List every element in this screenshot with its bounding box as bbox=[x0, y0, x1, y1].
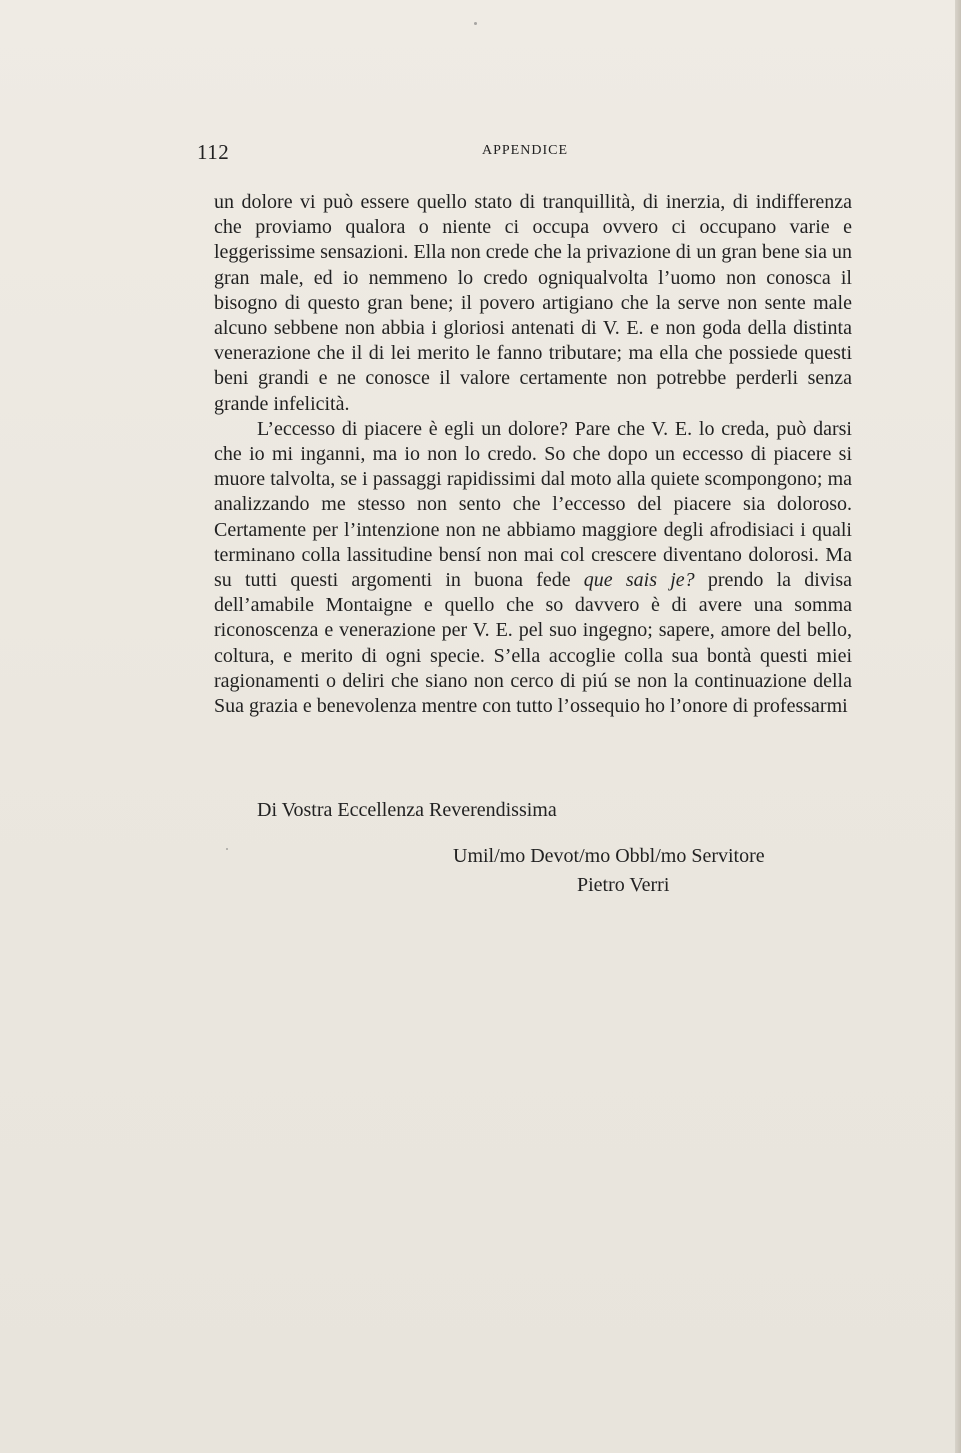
paper-speck bbox=[474, 22, 477, 25]
page-edge-shadow bbox=[955, 0, 961, 1453]
running-head: APPENDICE bbox=[481, 143, 568, 158]
closing-titles: Umil/mo Devot/mo Obbl/mo Servitore bbox=[453, 845, 765, 867]
signature-name: Pietro Verri bbox=[577, 874, 670, 896]
closing-salutation: Di Vostra Eccellenza Reverendissima bbox=[257, 799, 557, 821]
show-through-text bbox=[210, 770, 860, 1210]
paragraph-2 bbox=[214, 417, 852, 719]
paragraph-2-italic-phrase: que sais je? bbox=[583, 569, 695, 592]
page-header bbox=[197, 140, 853, 166]
page-number: 112 bbox=[197, 140, 230, 164]
paragraph-2-text: L’eccesso di piacere è egli un dolore? Pare che V. E. lo creda, può darsi che io mi inganni, ma io non lo credo. So che dopo un eccesso di piacere si muore talvolta, se i passaggi rapidissimi dal moto alla quiete scompongono; ma analizzando me stesso non sento che l’eccesso del piacere sia doloroso. Certamente per l’intenzione non ne abbiamo maggiore degli afrodisiaci i quali terminano colla lassitudine bensí non mai col crescere diventano dolorosi. Ma su tutti questi argomenti in buona fede bbox=[214, 417, 852, 592]
paragraph-1: un dolore vi può essere quello stato di tranquillità, di inerzia, di indifferenza che proviamo qualora o niente ci occupa ovvero ci occupano varie e leggerissime sensazioni. Ella non crede che la privazione di un gran bene sia un gran male, ed io nemmeno lo credo ogniqualvolta l’uomo non conosca il bisogno di questo gran bene; il povero artigiano che la serve non sente male alcuno sebbene non abbia i gloriosi antenati di V. E. e non goda della distinta venerazione che il di lei merito le fanno tributare; ma ella che possiede questi beni grandi e ne conosce il valore certamente non potrebbe perderli senza grande infelicità. bbox=[214, 191, 852, 415]
paragraph-2-text-continued: prendo la divisa dell’amabile Montaigne e quello che so davvero è di avere una somma riconoscenza e venerazione per V. E. pel suo ingegno; sapere, amore del bello, coltura, e merito di ogni specie. S’ella accoglie colla sua bontà questi miei ragionamenti o deliri che siano non cerco di piú se non la continuazione della Sua grazia e benevolenza mentre con tutto l’ossequio ho l’onore di professarmi bbox=[214, 569, 852, 718]
letter-body bbox=[214, 190, 852, 719]
